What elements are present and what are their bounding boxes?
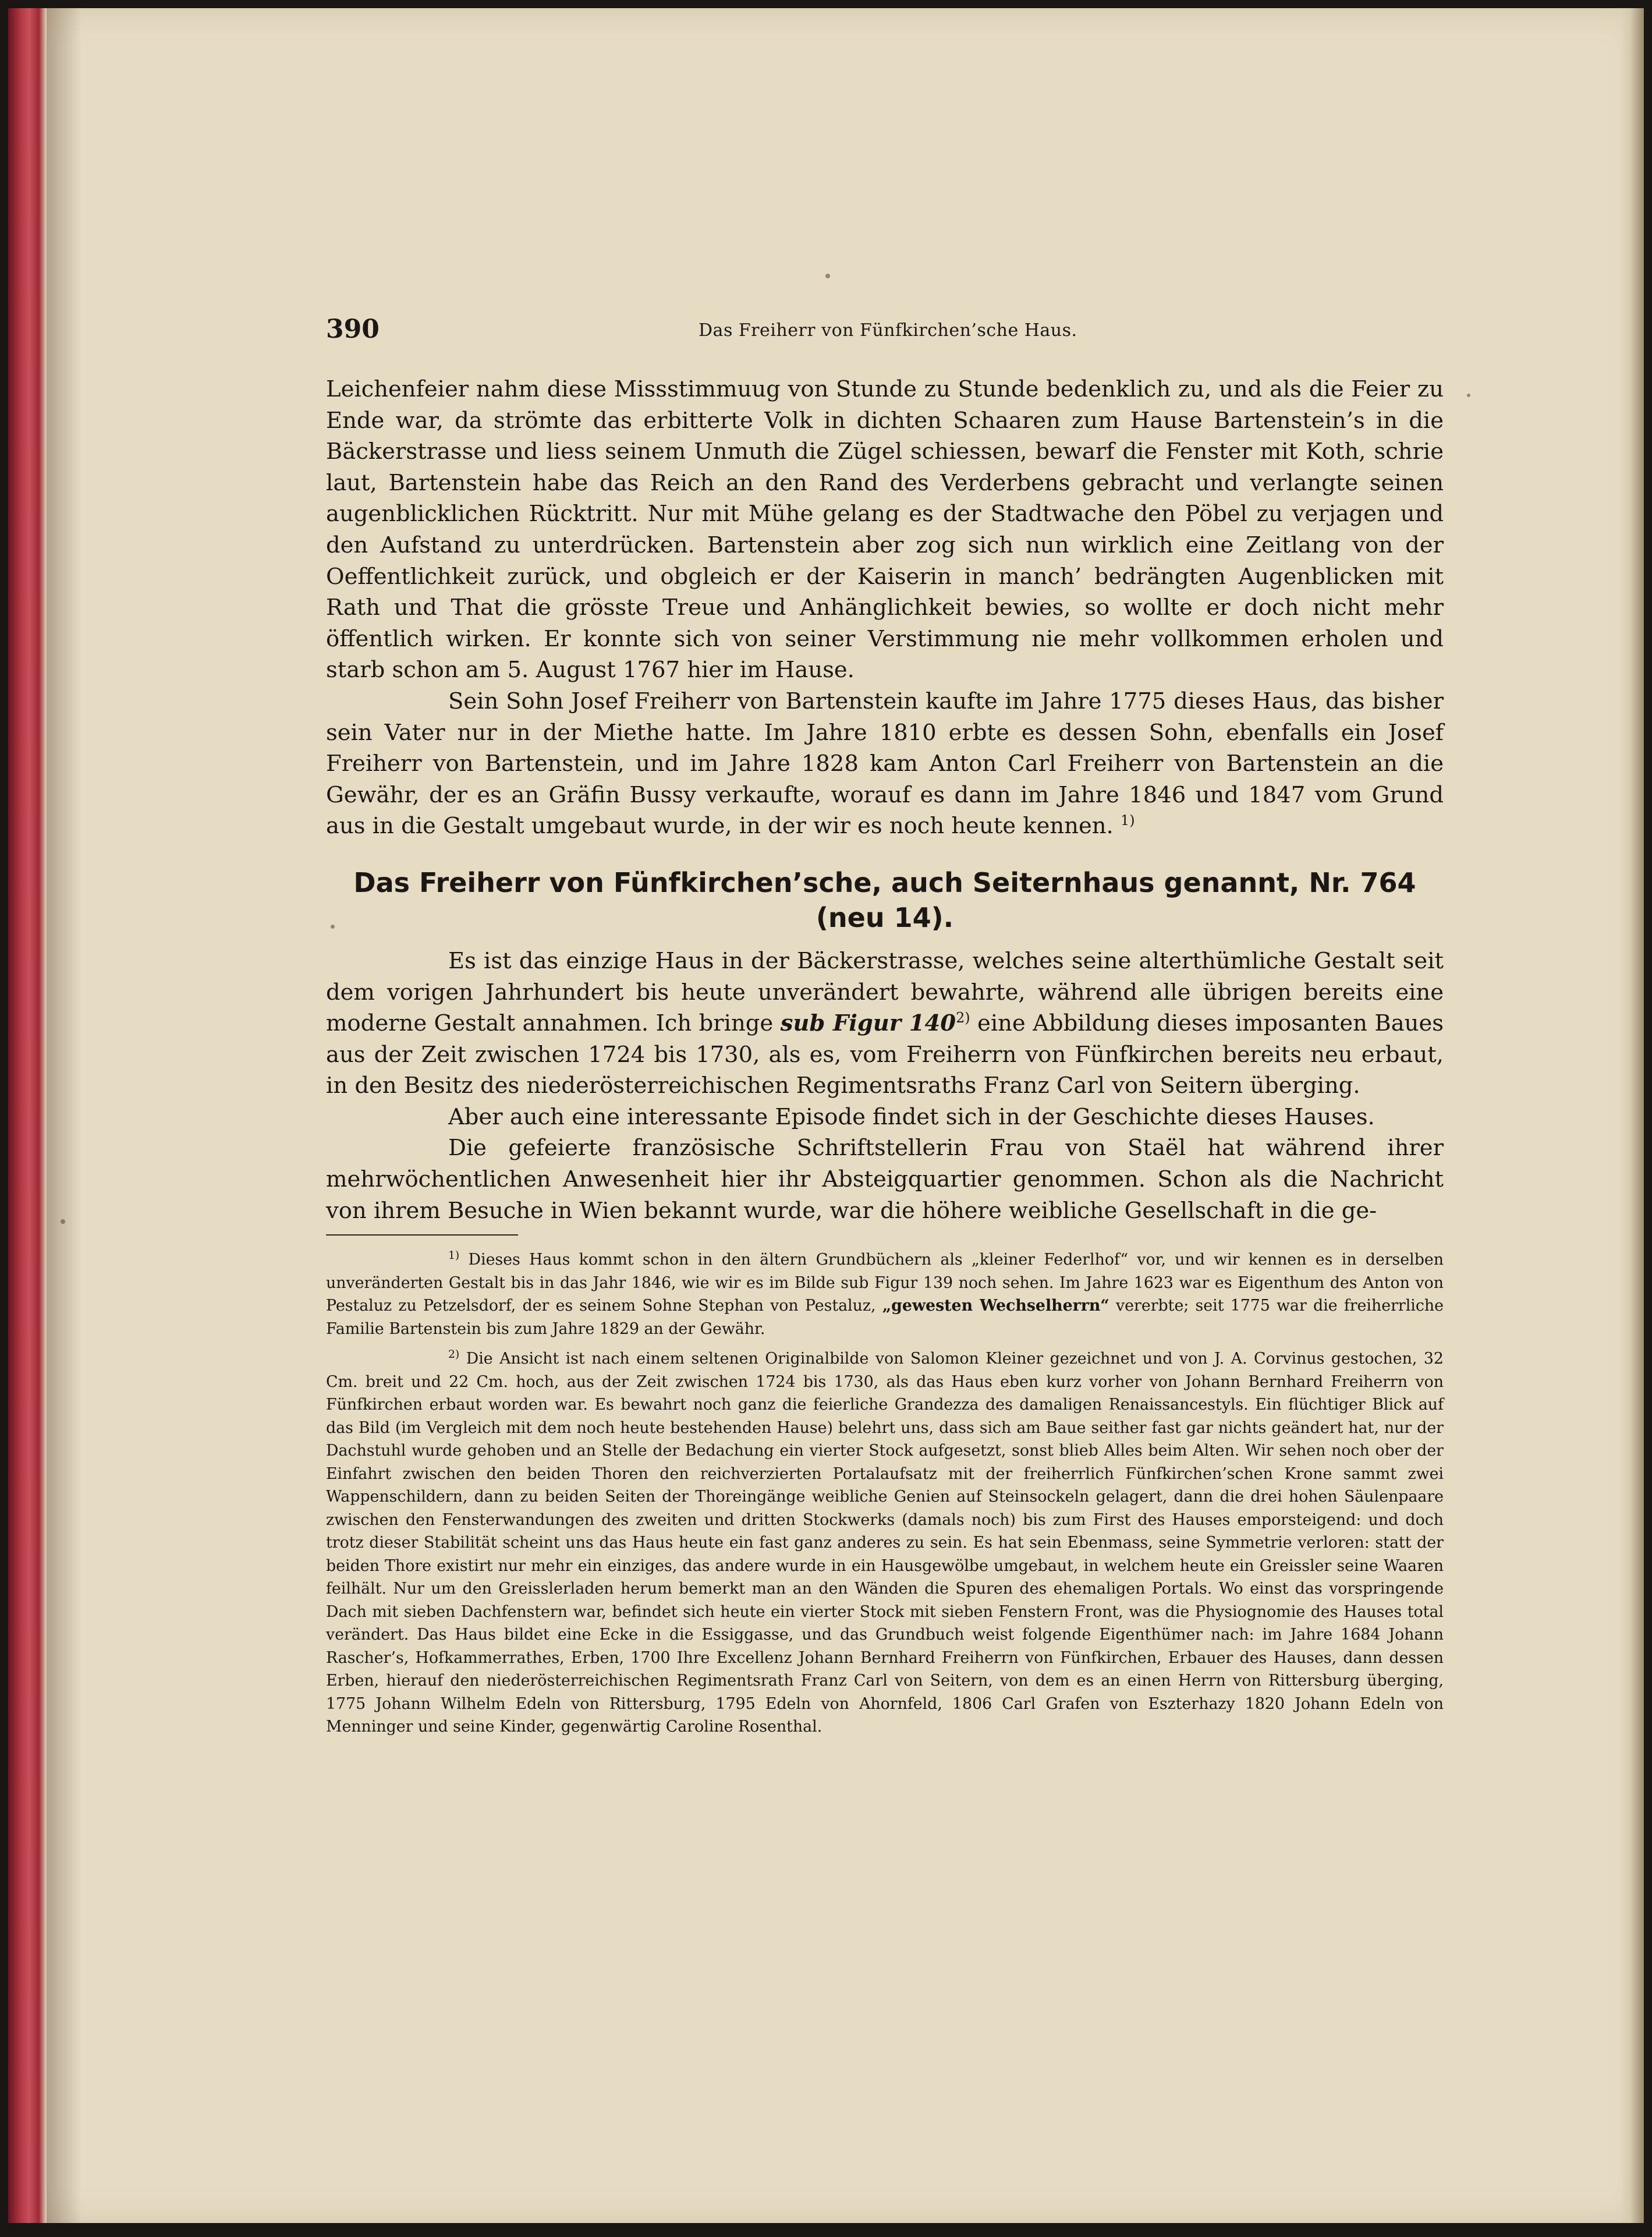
footnote-1-mark: 1) — [448, 1250, 460, 1262]
paragraph-4: Aber auch eine interessante Episode findet sich in der Geschichte dieses Hauses. — [448, 1103, 1375, 1130]
footnote-1-fraktur: „gewesten Wechselherrn“ — [882, 1297, 1109, 1315]
footnote-1 — [326, 1248, 1444, 1340]
footnote-divider — [326, 1234, 518, 1236]
section-heading-line-2: (neu 14). — [816, 901, 954, 933]
paper-spot — [61, 1219, 65, 1224]
paragraph-3 — [326, 946, 1444, 1102]
paragraph-3-text-a: Es ist das einzige Haus in der Bäckerstrasse, welches seine alterthümliche Gestalt seit dem vorigen Jahrhundert bis heute unverändert bewahrte, während alle übrigen bereits eine moderne Gestalt annahmen. Ich bringe — [326, 947, 1444, 1037]
paper-spot — [1467, 394, 1470, 397]
running-head — [326, 303, 1444, 349]
footnote-ref-1[interactable]: 1) — [1121, 812, 1135, 829]
footnote-1-text-a: Dieses Haus kommt schon in den ältern Grundbüchern als „kleiner Federlhof“ vor, und wir kennen es in derselben unveränderten Gestalt bis in das Jahr 1846, wie wir es im Bilde sub Figur 139 noch sehen. Im Jahre 1623 war es Eigenthum des Anton von Pestaluz zu Petzelsdorf, der es seinem Sohne Stephan von Pestaluz, — [326, 1251, 1444, 1315]
section-heading-line-1: Das Freiherr von Fünfkirchen’sche, auch Seiternhaus genannt, Nr. 764 — [353, 866, 1416, 898]
paragraph-2 — [326, 686, 1444, 842]
figure-reference[interactable]: sub Figur 140 — [780, 1010, 956, 1037]
paragraph-5: Die gefeierte französische Schriftstellerin Frau von Staël hat während ihrer mehrwöchentlichen Anwesenheit hier ihr Absteigquartier genommen. Schon als die Nachricht von ihrem Besuche in Wien bekannt wurde, war die höhere weibliche Gesellschaft in die ge- — [326, 1135, 1444, 1224]
footnote-2-mark: 2) — [448, 1348, 460, 1361]
book-spine — [8, 8, 47, 2223]
footnote-2-text: Die Ansicht ist nach einem seltenen Originalbilde von Salomon Kleiner gezeichnet und von J. A. Corvinus gestochen, 32 Cm. breit und 22 Cm. hoch, aus der Zeit zwischen 1724 bis 1730, als das Haus eben kurz vorher von Johann Bernhard Freiherrn von Fünfkirchen erbaut worden war. Es bewahrt noch ganz die feierliche Grandezza des damaligen Renaissancestyls. Ein flüchtiger Blick auf das Bild (im Vergleich mit dem noch heute bestehenden Hause) belehrt uns, dass sich am Baue seither fast gar nichts geändert hat, nur der Dachstuhl wurde gehoben und an Stelle der Bedachung ein vierter Stock aufgesetzt, sonst blieb Alles beim Alten. Wir sehen noch ober der Einfahrt zwischen den beiden Thoren den reichverzierten Portalaufsatz mit der freiherrlich Fünfkirchen’schen Krone sammt zwei Wappenschildern, dann zu beiden Seiten der Thoreingänge weibliche Genien auf Steinsockeln gelagert, dann die drei hohen Säulenpaare zwischen den Fensterwandungen des zweiten und dritten Stockwerks (damals noch) bis zum First des Hauses emporsteigend: und doch trotz dieser Stabilität scheint uns das Haus heute ein fast ganz anderes zu sein. Es hat sein Ebenmass, seine Symmetrie verloren: statt der beiden Thore existirt nur mehr ein einziges, das andere wurde in ein Hausgewölbe umgebaut, in welchem heute ein Greissler seine Waaren feilhält. Nur um den Greisslerladen herum bemerkt man an den Wänden die Spuren des ehemaligen Portals. Wo einst das vorspringende Dach mit sieben Dachfenstern war, befindet sich heute ein vierter Stock mit sieben Fenstern Front, was die Physiognomie des Hauses total verändert. Das Haus bildet eine Ecke in die Essiggasse, und das Grundbuch weist folgende Eigenthümer nach: im Jahre 1684 Johann Rascher’s, Hofkammerrathes, Erben, 1700 Ihre Excellenz Johann Bernhard Freiherrn von Fünfkirchen, Erbauer des Hauses, dann dessen Erben, hierauf den niederösterreichischen Regimentsrath Franz Carl von Seitern, von dem es an einen Herrn von Rittersburg überging, 1775 Johann Wilhelm Edeln von Rittersburg, 1795 Edeln von Ahornfeld, 1806 Carl Grafen von Eszterhazy 1820 Johann Edeln von Menninger und seine Kinder, gegenwärtig Caroline Rosenthal. — [326, 1350, 1444, 1736]
paragraph-3-text-b: eine Abbildung dieses imposanten Baues aus der Zeit zwischen 1724 bis 1730, als es, vom Freiherrn von Fünfkirchen bereits neu erbaut, in den Besitz des niederösterreichischen Regimentsraths Franz Carl von Seitern überging. — [326, 1010, 1444, 1099]
running-title: Das Freiherr von Fünfkirchen’sche Haus. — [699, 320, 1077, 341]
page-gutter-shadow — [47, 8, 81, 2223]
footnote-ref-2[interactable]: 2) — [956, 1010, 970, 1027]
paragraph-1: Leichenfeier nahm diese Missstimmuug von Stunde zu Stunde bedenklich zu, und als die Feier zu Ende war, da strömte das erbitterte Volk in dichten Schaaren zum Hause Bartenstein’s in die Bäckerstrasse und liess seinem Unmuth die Zügel schiessen, bewarf die Fenster mit Koth, schrie laut, Bartenstein habe das Reich an den Rand des Verderbens gebracht und verlangte seinen augenblicklichen Rücktritt. Nur mit Mühe gelang es der Stadtwache den Pöbel zu verjagen und den Aufstand zu unterdrücken. Bartenstein aber zog sich nun wirklich eine Zeitlang von der Oeffentlichkeit zurück, und obgleich er der Kaiserin in manch’ bedrängten Augenblicken mit Rath und That die grösste Treue und Anhänglichkeit bewies, so wollte er doch nicht mehr öffentlich wirken. Er konnte sich von seiner Verstimmung nie mehr vollkommen erholen und starb schon am 5. August 1767 hier im Hause. — [326, 376, 1444, 684]
footnote-1-text-b: vererbte; seit 1775 war die freiherrliche Familie Bartenstein bis zum Jahre 1829 an der Gewähr. — [326, 1297, 1444, 1338]
section-heading — [326, 865, 1444, 935]
paper-spot — [825, 274, 830, 278]
page-edge — [1621, 8, 1644, 2223]
paragraph-2-text: Sein Sohn Josef Freiherr von Bartenstein kaufte im Jahre 1775 dieses Haus, das bisher sein Vater nur in der Miethe hatte. Im Jahre 1810 erbte es dessen Sohn, ebenfalls ein Josef Freiherr von Bartenstein, und im Jahre 1828 kam Anton Carl Freiherr von Bartenstein an die Gewähr, der es an Gräfin Bussy verkaufte, worauf es dann im Jahre 1846 und 1847 vom Grund aus in die Gestalt umgebaut wurde, in der wir es noch heute kennen. — [326, 688, 1444, 840]
page-content — [326, 303, 1444, 1739]
footnote-2 — [326, 1347, 1444, 1739]
page-number: 390 — [326, 314, 380, 344]
